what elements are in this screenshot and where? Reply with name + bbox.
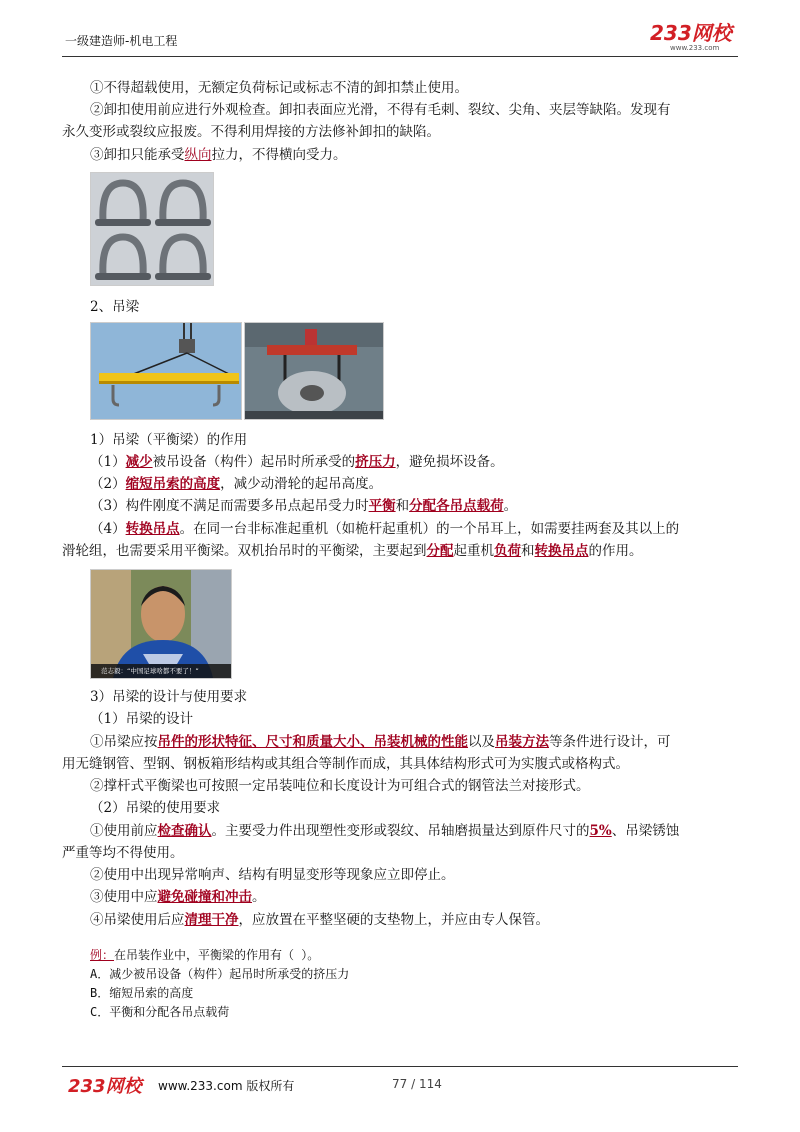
use-item-4: ④吊梁使用后应清理干净，应放置在平整坚硬的支垫物上，并应由专人保管。 (90, 912, 549, 928)
para-shackle-2: ②卸扣使用前应进行外观检查。卸扣表面应光滑，不得有毛刺、裂纹、尖角、夹层等缺陷。发现有 (90, 102, 671, 118)
design-sub-2: （2）吊梁的使用要求 (90, 800, 221, 816)
role-title: 1）吊梁（平衡梁）的作用 (90, 432, 248, 448)
video-caption: 范志毅：“中国足球啥都不要了！” (91, 664, 231, 678)
shackles-image (90, 172, 214, 286)
footer-logo: 233网校 (68, 1076, 142, 1097)
spreader-beam-image (90, 322, 242, 420)
use-item-1: ①使用前应检查确认。主要受力件出现塑性变形或裂纹、吊轴磨损量达到原件尺寸的5%、吊梁锈蚀 (90, 823, 680, 839)
role-item-1: （1）减少被吊设备（构件）起吊时所承受的挤压力，避免损坏设备。 (90, 454, 504, 470)
page-number: 77 / 114 (392, 1077, 442, 1091)
para-shackle-1: ①不得超载使用，无额定负荷标记或标志不清的卸扣禁止使用。 (90, 80, 468, 96)
example-option-c: C．平衡和分配各吊点载荷 (90, 1005, 230, 1019)
role-item-4: （4）转换吊点。在同一台非标准起重机（如桅杆起重机）的一个吊耳上，如需要挂两套及其以上的 (90, 521, 680, 537)
design-sub-1: （1）吊梁的设计 (90, 711, 194, 727)
footer-rule (62, 1066, 738, 1067)
design-item-1: ①吊梁应按吊件的形状特征、尺寸和质量大小、吊装机械的性能以及吊装方法等条件进行设计，可 (90, 734, 671, 750)
heading-beam: 2、吊梁 (90, 299, 140, 315)
design-item-2: ②撑杆式平衡梁也可按照一定吊装吨位和长度设计为可组合式的钢管法兰对接形式。 (90, 778, 590, 794)
use-item-1b: 严重等均不得使用。 (62, 845, 184, 861)
use-item-3: ③使用中应避免碰撞和冲击。 (90, 889, 266, 905)
header-logo: 233网校 www.233.com (650, 21, 732, 52)
role-item-3: （3）构件刚度不满足而需要多吊点起吊受力时平衡和分配各吊点载荷。 (90, 498, 518, 514)
design-title: 3）吊梁的设计与使用要求 (90, 689, 248, 705)
video-still-image (90, 569, 232, 679)
footer-site: www.233.com 版权所有 (158, 1079, 295, 1093)
design-item-1b: 用无缝钢管、型钢、钢板箱形结构或其组合等制作而成，其具体结构形式可为实腹式或格构式。 (62, 756, 629, 772)
coil-beam-image (244, 322, 384, 420)
header-title: 一级建造师-机电工程 (65, 34, 178, 48)
para-shackle-3: ③卸扣只能承受纵向拉力，不得横向受力。 (90, 147, 347, 163)
header-rule (62, 56, 738, 57)
use-item-2: ②使用中出现异常响声、结构有明显变形等现象应立即停止。 (90, 867, 455, 883)
para-shackle-2b: 永久变形或裂纹应报废。不得利用焊接的方法修补卸扣的缺陷。 (62, 124, 440, 140)
example-option-a: A．减少被吊设备（构件）起吊时所承受的挤压力 (90, 967, 350, 981)
role-item-4b: 滑轮组，也需要采用平衡梁。双机抬吊时的平衡梁，主要起到分配起重机负荷和转换吊点的作用。 (62, 543, 643, 559)
example-question: 例：在吊装作业中，平衡梁的作用有（ ）。 (90, 948, 320, 962)
role-item-2: （2）缩短吊索的高度，减少动滑轮的起吊高度。 (90, 476, 383, 492)
example-option-b: B．缩短吊索的高度 (90, 986, 194, 1000)
